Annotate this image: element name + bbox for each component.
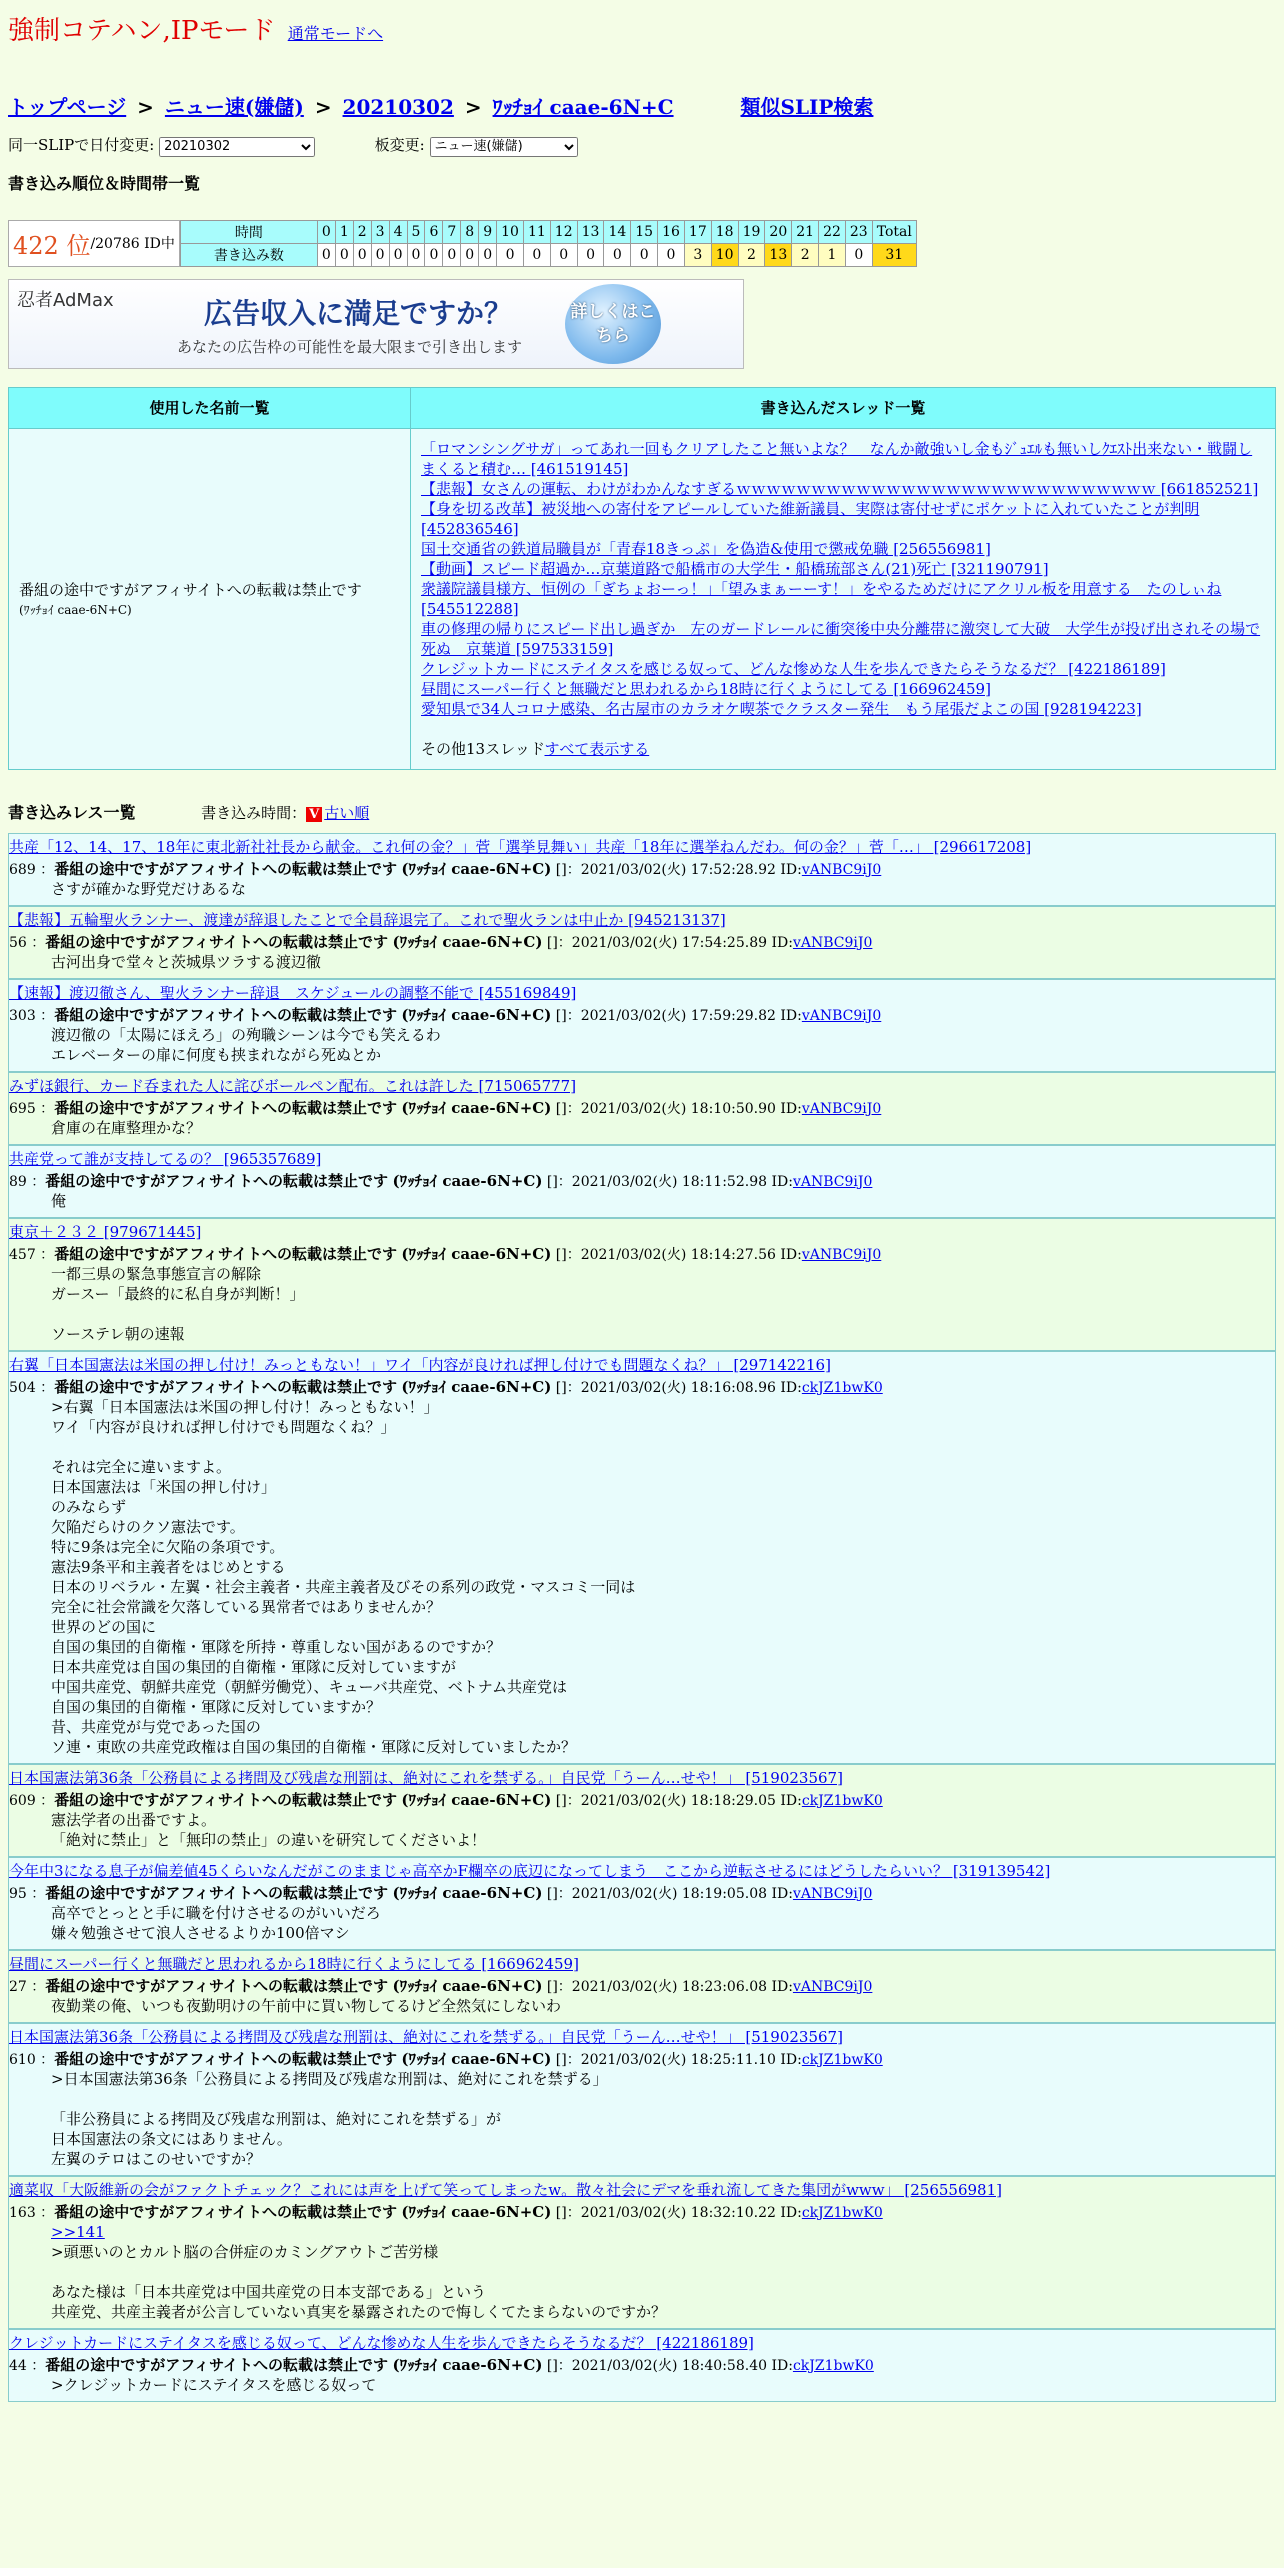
post-date: []：2021/03/02(火) 18:18:29.05 ID: — [555, 1792, 802, 1809]
post-trip: (ﾜｯﾁｮｲ caae-6N+C) — [401, 859, 552, 878]
post-item — [8, 1145, 1276, 1218]
board-select[interactable] — [430, 137, 578, 157]
post-name: 番組の途中ですがアフィサイトへの転載は禁止です — [54, 859, 397, 878]
post-meta: 610 ：番組の途中ですがアフィサイトへの転載は禁止です (ﾜｯﾁｮｲ caae-6N+C) []：2021/03/02(火) 18:25:11.10 ID:ckJZ1bwK0 — [9, 2049, 883, 2068]
writes-heading-row — [8, 800, 1276, 823]
post-number: 89 — [9, 1173, 27, 1190]
post-body: 渡辺徹の「太陽にほえろ」の殉職シーンは今でも笑えるわ エレベーターの扉に何度も挟まれながら死ぬとか — [51, 1025, 441, 1064]
post-date: []：2021/03/02(火) 17:52:28.92 ID: — [555, 861, 802, 878]
post-id-link[interactable]: vANBC9iJ0 — [801, 1246, 882, 1263]
post-id-link[interactable]: vANBC9iJ0 — [792, 934, 873, 951]
post-item — [8, 2329, 1276, 2402]
thread-link[interactable]: 愛知県で34人コロナ感染、名古屋市のカラオケ喫茶でクラスター発生 もう尾張だよこの国 [928194223] — [421, 699, 1142, 718]
sort-oldest-link[interactable]: 古い順 — [324, 803, 370, 822]
breadcrumb-sep: > — [137, 95, 154, 119]
post-list — [8, 833, 1276, 2402]
count-cell: 3 — [684, 243, 711, 266]
writes-heading: 書き込みレス一覧 — [8, 802, 136, 822]
post-body: >日本国憲法第36条「公務員による拷問及び残虐な刑罰は、絶対にこれを禁ずる」 「非公務員による拷問及び残虐な刑罰は、絶対にこれを禁ずる」が 日本国憲法の条文にはありません。 左翼のテロはこのせいですか？ — [51, 2069, 608, 2168]
post-body: 憲法学者の出番ですよ。 「絶対に禁止」と「無印の禁止」の違いを研究してくださいよ！ — [51, 1810, 487, 1849]
post-date: []：2021/03/02(火) 18:11:52.98 ID: — [546, 1173, 793, 1190]
post-name: 番組の途中ですがアフィサイトへの転載は禁止です — [54, 2049, 397, 2068]
hour-cell: Total — [872, 220, 916, 243]
post-name: 番組の途中ですがアフィサイトへの転載は禁止です — [54, 1005, 397, 1024]
date-select[interactable] — [159, 137, 315, 157]
post-number: 95 — [9, 1885, 27, 1902]
hour-cell: 23 — [845, 220, 872, 243]
ranking-heading: 書き込み順位＆時間帯一覧 — [8, 173, 201, 193]
count-cell: 0 — [845, 243, 872, 266]
similar-slip-link[interactable]: 類似SLIP検索 — [740, 95, 874, 119]
post-meta: 95 ：番組の途中ですがアフィサイトへの転載は禁止です (ﾜｯﾁｮｲ caae-6N+C) []：2021/03/02(火) 18:19:05.08 ID:vANBC9iJ0 — [9, 1883, 873, 1902]
header — [8, 10, 1276, 47]
post-item — [8, 1857, 1276, 1950]
threads-cell — [411, 428, 1276, 769]
post-name: 番組の途中ですがアフィサイトへの転載は禁止です — [54, 1790, 397, 1809]
count-label: 書き込み数 — [180, 243, 317, 266]
count-cell: 0 — [353, 243, 371, 266]
post-number: 695 — [9, 1100, 36, 1117]
hour-cell: 13 — [577, 220, 604, 243]
hour-cell: 8 — [461, 220, 479, 243]
post-date: []：2021/03/02(火) 17:59:29.82 ID: — [555, 1007, 802, 1024]
show-all-link[interactable]: すべて表示する — [544, 739, 650, 758]
post-meta: 457 ：番組の途中ですがアフィサイトへの転載は禁止です (ﾜｯﾁｮｲ caae-6N+C) []：2021/03/02(火) 18:14:27.56 ID:vANBC9iJ0 — [9, 1244, 882, 1263]
hour-cell: 1 — [335, 220, 353, 243]
thread-link[interactable]: 【悲報】女さんの運転、わけがわかんなすぎるｗｗｗｗｗｗｗｗｗｗｗｗｗｗｗｗｗｗｗｗｗｗｗｗｗｗｗｗ [661852521] — [421, 479, 1259, 498]
hour-table — [180, 220, 917, 267]
post-meta: 89 ：番組の途中ですがアフィサイトへの転載は禁止です (ﾜｯﾁｮｲ caae-6N+C) []：2021/03/02(火) 18:11:52.98 ID:vANBC9iJ0 — [9, 1171, 873, 1190]
thread-link[interactable]: 【動画】スピード超過か…京葉道路で船橋市の大学生・船橋琉部さん(21)死亡 [321190791] — [421, 559, 1049, 578]
breadcrumb-board[interactable]: ニュー速(嫌儲) — [164, 95, 304, 119]
post-trip: (ﾜｯﾁｮｲ caae-6N+C) — [392, 2355, 543, 2374]
post-date: []：2021/03/02(火) 18:25:11.10 ID: — [555, 2051, 802, 2068]
count-cell: 2 — [792, 243, 819, 266]
more-threads — [421, 739, 1265, 759]
count-cell: 0 — [371, 243, 389, 266]
post-id-link[interactable]: vANBC9iJ0 — [801, 1100, 882, 1117]
hour-cell: 9 — [479, 220, 497, 243]
post-body: 高卒でとっとと手に職を付けさせるのがいいだろ 嫌々勉強させて浪人させるよりか100倍マシ — [51, 1903, 381, 1942]
post-name: 番組の途中ですがアフィサイトへの転載は禁止です — [54, 1098, 397, 1117]
post-body: さすが確かな野党だけあるな — [51, 879, 247, 898]
post-item — [8, 979, 1276, 1072]
post-meta: 695 ：番組の途中ですがアフィサイトへの転載は禁止です (ﾜｯﾁｮｲ caae-6N+C) []：2021/03/02(火) 18:10:50.90 ID:vANBC9iJ0 — [9, 1098, 882, 1117]
post-body: 夜勤業の俺、いつも夜勤明けの午前中に買い物してるけど全然気にしないわ — [51, 1996, 562, 2015]
page-title: 強制コテハン,IPモード — [8, 16, 276, 46]
hour-cell: 0 — [317, 220, 335, 243]
post-meta: 609 ：番組の途中ですがアフィサイトへの転載は禁止です (ﾜｯﾁｮｲ caae-6N+C) []：2021/03/02(火) 18:18:29.05 ID:ckJZ1bwK0 — [9, 1790, 883, 1809]
thread-link[interactable]: 車の修理の帰りにスピード出し過ぎか 左のガードレールに衝突後中央分離帯に激突して大破 大学生が投げ出されその場で死ぬ 京葉道 [597533159] — [421, 619, 1261, 658]
hour-cell: 16 — [658, 220, 685, 243]
used-name: 番組の途中ですがアフィサイトへの転載は禁止です — [19, 581, 362, 599]
names-col-header: 使用した名前一覧 — [9, 387, 411, 428]
post-id-link[interactable]: vANBC9iJ0 — [792, 1885, 873, 1902]
post-trip: (ﾜｯﾁｮｲ caae-6N+C) — [392, 1976, 543, 1995]
rank-total: /20786 ID中 — [90, 236, 175, 252]
post-thread-link[interactable]: 適菜収「大阪維新の会がファクトチェック？これには声を上げて笑ってしまったw。散々社会にデマを垂れ流してきた集団がwww」 [256556981] — [9, 2180, 1002, 2199]
name-cell — [9, 428, 411, 769]
post-name: 番組の途中ですがアフィサイトへの転載は禁止です — [54, 2202, 397, 2221]
post-trip: (ﾜｯﾁｮｲ caae-6N+C) — [401, 1790, 552, 1809]
count-cell: 0 — [389, 243, 407, 266]
post-trip: (ﾜｯﾁｮｲ caae-6N+C) — [401, 2202, 552, 2221]
post-trip: (ﾜｯﾁｮｲ caae-6N+C) — [401, 1377, 552, 1396]
count-cell: 10 — [711, 243, 738, 266]
count-cell: 0 — [407, 243, 425, 266]
post-meta: 303 ：番組の途中ですがアフィサイトへの転載は禁止です (ﾜｯﾁｮｲ caae-6N+C) []：2021/03/02(火) 17:59:29.82 ID:vANBC9iJ0 — [9, 1005, 882, 1024]
post-id-link[interactable]: ckJZ1bwK0 — [801, 2204, 883, 2221]
breadcrumb — [8, 91, 1276, 120]
post-number: 610 — [9, 2051, 36, 2068]
breadcrumb-sep: > — [464, 95, 482, 119]
count-cell: 0 — [497, 243, 524, 266]
post-name: 番組の途中ですがアフィサイトへの転載は禁止です — [45, 1883, 389, 1902]
time-label: 時間 — [180, 220, 317, 243]
post-thread-link[interactable]: 今年中3になる息子が偏差値45くらいなんだがこのままじゃ高卒かF欄卒の底辺になってしまう ここから逆転させるにはどうしたらいい？ [319139542] — [9, 1861, 1051, 1880]
post-trip: (ﾜｯﾁｮｲ caae-6N+C) — [392, 932, 543, 951]
post-thread-link[interactable]: 昼間にスーパー行くと無職だと思われるから18時に行くようにしてる [166962459] — [9, 1954, 579, 1973]
post-body: 一都三県の緊急事態宣言の解除 ガースー「最終的に私自身が判断！」 ソーステレ朝の速報 — [51, 1264, 305, 1343]
post-date: []：2021/03/02(火) 18:10:50.90 ID: — [555, 1100, 802, 1117]
post-item — [8, 1764, 1276, 1857]
post-id-link[interactable]: vANBC9iJ0 — [792, 1978, 873, 1995]
breadcrumb-sep: > — [314, 95, 332, 119]
post-body: 俺 — [51, 1191, 67, 1210]
post-body: 古河出身で堂々と茨城県ツラする渡辺徹 — [51, 952, 322, 971]
post-item — [8, 2176, 1276, 2329]
count-cell: 0 — [335, 243, 353, 266]
post-trip: (ﾜｯﾁｮｲ caae-6N+C) — [392, 1171, 543, 1190]
post-name: 番組の途中ですがアフィサイトへの転載は禁止です — [54, 1244, 397, 1263]
rank-box — [8, 220, 180, 267]
post-item — [8, 906, 1276, 979]
hour-cell: 18 — [711, 220, 738, 243]
post-body: >頭悪いのとカルト脳の合併症のカミングアウトご苦労様 あなた様は「日本共産党は中国共産党の日本支部である」という 共産党、共産主義者が公言していない真実を暴露されたので悔しくてたまらないのですか？ — [51, 2242, 667, 2321]
hour-cell: 19 — [738, 220, 765, 243]
controls — [8, 134, 1276, 157]
count-cell: 0 — [604, 243, 631, 266]
breadcrumb-user[interactable]: ﾜｯﾁｮｲ caae-6N+C — [492, 95, 674, 119]
hour-cell: 14 — [604, 220, 631, 243]
post-number: 163 — [9, 2204, 36, 2221]
hour-cell: 10 — [497, 220, 524, 243]
post-meta: 163 ：番組の途中ですがアフィサイトへの転載は禁止です (ﾜｯﾁｮｲ caae-6N+C) []：2021/03/02(火) 18:32:10.22 ID:ckJZ1bwK0 — [9, 2202, 883, 2221]
thread-link[interactable]: 【身を切る改革】被災地への寄付をアピールしていた維新議員、実際は寄付せずにポケットに入れていたことが判明 [452836546] — [421, 499, 1200, 538]
post-number: 457 — [9, 1246, 36, 1263]
post-trip: (ﾜｯﾁｮｲ caae-6N+C) — [392, 1883, 543, 1902]
count-cell: 0 — [479, 243, 497, 266]
reply-anchor-link[interactable]: >>141 — [51, 2222, 105, 2241]
count-cell: 0 — [425, 243, 443, 266]
hour-cell: 22 — [819, 220, 846, 243]
post-meta: 56 ：番組の途中ですがアフィサイトへの転載は禁止です (ﾜｯﾁｮｲ caae-6N+C) []：2021/03/02(火) 17:54:25.89 ID:vANBC9iJ0 — [9, 932, 873, 951]
thread-link[interactable]: クレジットカードにステイタスを感じる奴って、どんな惨めな人生を歩んできたらそうなるだ？ [422186189] — [421, 659, 1166, 678]
count-cell: 0 — [443, 243, 461, 266]
post-date: []：2021/03/02(火) 18:32:10.22 ID: — [555, 2204, 802, 2221]
post-thread-link[interactable]: 【速報】渡辺徹さん、聖火ランナー辞退 スケジュールの調整不能で [455169849] — [9, 983, 577, 1002]
post-thread-link[interactable]: 共産「12、14、17、18年に東北新社社長から献金。これ何の金？」菅「選挙見舞い」共産「18年に選挙ねんだわ。何の金？」菅「…」 [296617208] — [9, 837, 1032, 856]
hour-cell: 11 — [523, 220, 550, 243]
post-thread-link[interactable]: 【悲報】五輪聖火ランナー、渡達が辞退したことで全員辞退完了。これで聖火ランは中止か [945213137] — [9, 910, 726, 929]
hour-cell: 6 — [425, 220, 443, 243]
hour-cell: 4 — [389, 220, 407, 243]
post-trip: (ﾜｯﾁｮｲ caae-6N+C) — [401, 2049, 552, 2068]
ad-banner[interactable] — [8, 279, 744, 369]
count-cell: 13 — [765, 243, 792, 266]
post-item — [8, 1351, 1276, 1764]
post-id-link[interactable]: ckJZ1bwK0 — [792, 2357, 874, 2374]
ranking-block — [8, 220, 1276, 267]
more-threads-count: その他13スレッド — [421, 739, 545, 758]
post-meta: 504 ：番組の途中ですがアフィサイトへの転載は禁止です (ﾜｯﾁｮｲ caae-6N+C) []：2021/03/02(火) 18:16:08.96 ID:ckJZ1bwK0 — [9, 1377, 883, 1396]
post-date: []：2021/03/02(火) 18:40:58.40 ID: — [546, 2357, 793, 2374]
hour-cell: 3 — [371, 220, 389, 243]
breadcrumb-top[interactable]: トップページ — [8, 95, 127, 119]
post-name: 番組の途中ですがアフィサイトへの転載は禁止です — [45, 932, 389, 951]
post-body: 倉庫の在庫整理かな？ — [51, 1118, 202, 1137]
post-thread-link[interactable]: 共産党って誰が支持してるの？ [965357689] — [9, 1149, 322, 1168]
post-date: []：2021/03/02(火) 18:23:06.08 ID: — [546, 1978, 793, 1995]
post-item — [8, 2023, 1276, 2176]
board-change-label: 板変更: — [374, 136, 425, 154]
hour-cell: 21 — [792, 220, 819, 243]
post-date: []：2021/03/02(火) 18:16:08.96 ID: — [555, 1379, 802, 1396]
post-number: 689 — [9, 861, 36, 878]
count-cell: 0 — [317, 243, 335, 266]
rank-value: 422 位 — [13, 231, 91, 260]
post-trip: (ﾜｯﾁｮｲ caae-6N+C) — [401, 1005, 552, 1024]
hour-cell: 15 — [631, 220, 658, 243]
hour-cell: 7 — [443, 220, 461, 243]
post-name: 番組の途中ですがアフィサイトへの転載は禁止です — [54, 1377, 397, 1396]
count-cell: 2 — [738, 243, 765, 266]
post-number: 504 — [9, 1379, 36, 1396]
post-number: 44 — [9, 2357, 27, 2374]
time-order-label: 書き込み時間： — [201, 803, 307, 822]
normal-mode-link[interactable]: 通常モードへ — [287, 24, 384, 43]
count-cell: 31 — [872, 243, 916, 266]
post-id-link[interactable]: vANBC9iJ0 — [801, 1007, 882, 1024]
post-trip: (ﾜｯﾁｮｲ caae-6N+C) — [401, 1098, 552, 1117]
post-meta: 689 ：番組の途中ですがアフィサイトへの転載は禁止です (ﾜｯﾁｮｲ caae-6N+C) []：2021/03/02(火) 17:52:28.92 ID:vANBC9iJ0 — [9, 859, 882, 878]
ad-subtext: あなたの広告枠の可能性を最大限まで引き出します — [177, 337, 523, 356]
post-item — [8, 1218, 1276, 1351]
post-body: >右翼「日本国憲法は米国の押し付け！みっともない！」 ワイ「内容が良ければ押し付けでも問題なくね？」 それは完全に違いますよ。 日本国憲法は「米国の押し付け」 のみならず 欠陥だらけのクソ憲法です。 特に9条は完全に欠陥の条項です。 憲法9条平和主義者をはじめとする 日本のリベラル・左翼・社会主義者・共産主義者及びその系列の政党・マスコミ一同は 完全に社会常識を欠落している異常者ではありませんか？ 世界のどの国に 自国の集団的自衛権・軍隊を所持・尊重しない国があるのですか？ 日本共産党は自国の集団的自衛権・軍隊に反対していますが 中国共産党、朝鮮共産党（朝鮮労働党）、キューバ共産党、ベトナム共産党は 自国の集団的自衛権・軍隊に反対していますか？ 昔、共産党が与党であった国の ソ連・東欧の共産党政権は自国の集団的自衛権・軍隊に反対していましたか？ — [51, 1397, 636, 1756]
post-item — [8, 1950, 1276, 2023]
post-item — [8, 833, 1276, 906]
names-table — [8, 387, 1276, 770]
post-thread-link[interactable]: クレジットカードにステイタスを感じる奴って、どんな惨めな人生を歩んできたらそうなるだ？ [422186189] — [9, 2333, 754, 2352]
thread-link[interactable]: 昼間にスーパー行くと無職だと思われるから18時に行くようにしてる [166962459] — [421, 679, 991, 698]
count-cell: 0 — [461, 243, 479, 266]
hour-cell: 17 — [684, 220, 711, 243]
post-number: 56 — [9, 934, 27, 951]
post-id-link[interactable]: ckJZ1bwK0 — [801, 1379, 883, 1396]
sort-icon: V — [306, 807, 322, 822]
post-name: 番組の途中ですがアフィサイトへの転載は禁止です — [45, 1976, 389, 1995]
post-id-link[interactable]: ckJZ1bwK0 — [801, 1792, 883, 1809]
post-id-link[interactable]: ckJZ1bwK0 — [801, 2051, 883, 2068]
hour-cell: 20 — [765, 220, 792, 243]
count-cell: 0 — [658, 243, 685, 266]
thread-link[interactable]: 衆議院議員様方、恒例の「ぎちょおーっ！」「望みまぁーーす！」をやるためだけにアクリル板を用意する たのしぃね [545512288] — [421, 579, 1222, 618]
post-thread-link[interactable]: みずほ銀行、カード呑まれた人に詫びボールペン配布。これは許した [715065777] — [9, 1076, 577, 1095]
ad-button[interactable]: 詳しくはこちら — [565, 284, 661, 364]
count-cell: 0 — [577, 243, 604, 266]
post-meta: 44 ：番組の途中ですがアフィサイトへの転載は禁止です (ﾜｯﾁｮｲ caae-6N+C) []：2021/03/02(火) 18:40:58.40 ID:ckJZ1bwK0 — [9, 2355, 874, 2374]
post-id-link[interactable]: vANBC9iJ0 — [792, 1173, 873, 1190]
post-trip: (ﾜｯﾁｮｲ caae-6N+C) — [401, 1244, 552, 1263]
thread-link[interactable]: 国土交通省の鉄道局職員が「青春18きっぷ」を偽造&使用で懲戒免職 [256556981] — [421, 539, 991, 558]
post-thread-link[interactable]: 日本国憲法第36条「公務員による拷問及び残虐な刑罰は、絶対にこれを禁ずる。」自民党「うーん…せや！」 [519023567] — [9, 1768, 843, 1787]
post-number: 303 — [9, 1007, 36, 1024]
used-name-trip: (ﾜｯﾁｮｲ caae-6N+C) — [19, 603, 132, 617]
thread-link[interactable]: 「ロマンシングサガ」ってあれ一回もクリアしたこと無いよな？ なんか敵強いし金もｼﾞｭｴﾙも無いしｸｴｽﾄ出来ない・戦闘しまくると積む… [461519145] — [421, 439, 1253, 478]
post-meta: 27 ：番組の途中ですがアフィサイトへの転載は禁止です (ﾜｯﾁｮｲ caae-6N+C) []：2021/03/02(火) 18:23:06.08 ID:vANBC9iJ0 — [9, 1976, 873, 1995]
count-cell: 0 — [523, 243, 550, 266]
threads-col-header: 書き込んだスレッド一覧 — [411, 387, 1276, 428]
hour-cell: 2 — [353, 220, 371, 243]
post-date: []：2021/03/02(火) 18:19:05.08 ID: — [546, 1885, 793, 1902]
time-order — [201, 804, 369, 822]
post-name: 番組の途中ですがアフィサイトへの転載は禁止です — [45, 2355, 389, 2374]
count-cell: 0 — [550, 243, 577, 266]
date-change-label: 同一SLIPで日付変更: — [8, 136, 155, 154]
post-thread-link[interactable]: 日本国憲法第36条「公務員による拷問及び残虐な刑罰は、絶対にこれを禁ずる。」自民党「うーん…せや！」 [519023567] — [9, 2027, 843, 2046]
ad-headline: 広告収入に満足ですか？ — [204, 296, 513, 330]
breadcrumb-date[interactable]: 20210302 — [342, 95, 454, 119]
post-thread-link[interactable]: 東京＋２３２ [979671445] — [9, 1222, 202, 1241]
count-cell: 0 — [631, 243, 658, 266]
post-name: 番組の途中ですがアフィサイトへの転載は禁止です — [45, 1171, 389, 1190]
post-id-link[interactable]: vANBC9iJ0 — [801, 861, 882, 878]
ad-logo: 忍者AdMax — [17, 289, 114, 311]
post-thread-link[interactable]: 右翼「日本国憲法は米国の押し付け！みっともない！」ワイ「内容が良ければ押し付けでも問題なくね？」 [297142216] — [9, 1355, 831, 1374]
hour-cell: 5 — [407, 220, 425, 243]
post-date: []：2021/03/02(火) 17:54:25.89 ID: — [546, 934, 793, 951]
post-date: []：2021/03/02(火) 18:14:27.56 ID: — [555, 1246, 802, 1263]
hour-cell: 12 — [550, 220, 577, 243]
post-body: >クレジットカードにステイタスを感じる奴って — [51, 2375, 377, 2394]
post-number: 609 — [9, 1792, 36, 1809]
post-item — [8, 1072, 1276, 1145]
post-number: 27 — [9, 1978, 27, 1995]
count-cell: 1 — [819, 243, 846, 266]
